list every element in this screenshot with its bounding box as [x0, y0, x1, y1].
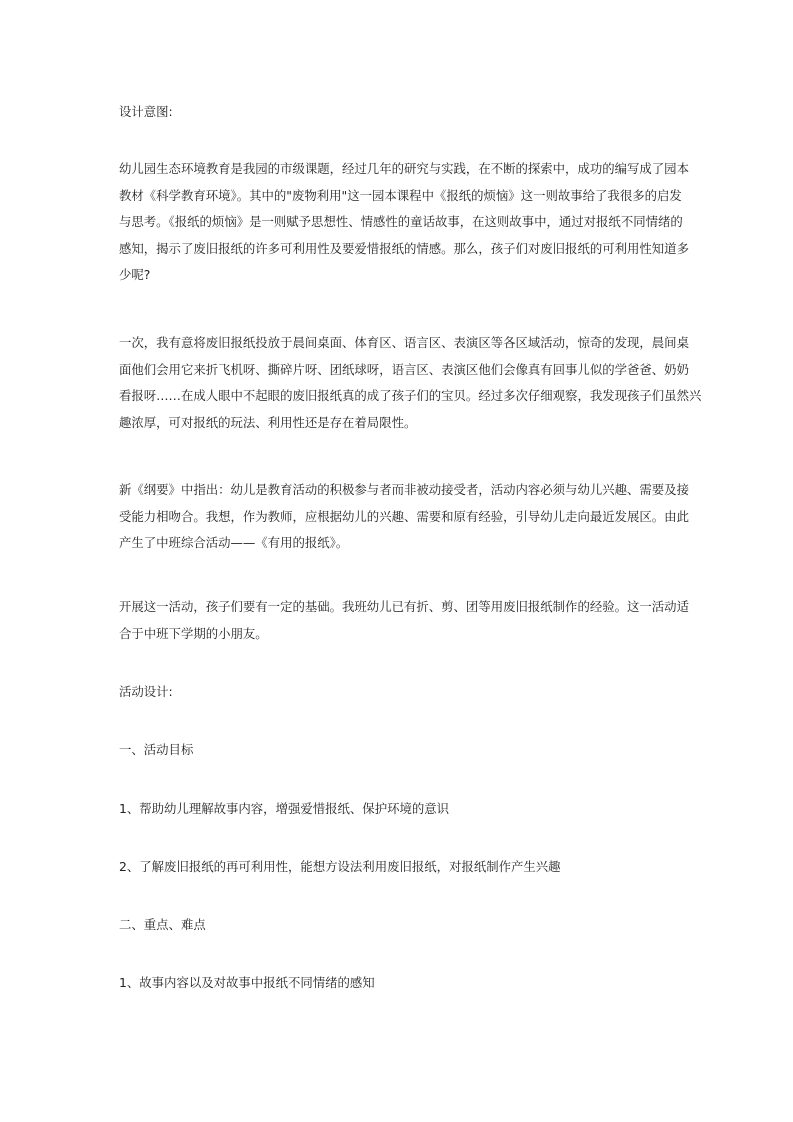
paragraph-line: 合于中班下学期的小朋友。	[119, 625, 268, 641]
key-point-item: 1、故事内容以及对故事中报纸不同情绪的感知	[119, 975, 375, 990]
paragraph-line: 趣浓厚，可对报纸的玩法、利用性还是存在着局限性。	[119, 414, 417, 430]
section-title-goals: 一、活动目标	[119, 742, 194, 757]
paragraph-line: 看报呀……在成人眼中不起眼的废旧报纸真的成了孩子们的宝贝。经过多次仔细观察，我发现孩子们虽然兴	[119, 388, 702, 403]
paragraph-line: 与思考。《报纸的烦恼》是一则赋予思想性、情感性的童话故事，在这则故事中，通过对报纸不同情绪的	[119, 214, 683, 229]
paragraph-line: 产生了中班综合活动——《有用的报纸》。	[119, 535, 349, 550]
paragraph-line: 感知，揭示了废旧报纸的许多可利用性及要爱惜报纸的情感。那么，孩子们对废旧报纸的可利用性知道多	[119, 240, 689, 256]
goal-item: 1、帮助幼儿理解故事内容，增强爱惜报纸、保护环境的意识	[119, 801, 450, 816]
paragraph-line: 一次，我有意将废旧报纸投放于晨间桌面、体育区、语言区、表演区等各区域活动，惊奇的发现，晨间桌	[119, 335, 689, 350]
paragraph-line: 新《纲要》中指出：幼儿是教育活动的积极参与者而非被动接受者，活动内容必须与幼儿兴趣、需要及接	[119, 482, 689, 497]
paragraph-line: 受能力相吻合。我想，作为教师，应根据幼儿的兴趣、需要和原有经验，引导幼儿走向最近发展区。由此	[119, 508, 689, 524]
heading-design-intent: 设计意图:	[119, 104, 173, 119]
paragraph-guideline	[119, 477, 689, 557]
goal-item: 2、了解废旧报纸的再可利用性，能想方设法利用废旧报纸，对报纸制作产生兴趣	[119, 859, 561, 874]
paragraph-intro	[119, 156, 689, 289]
paragraph-line: 教材《科学教育环境》。其中的"废物利用"这一园本课程中《报纸的烦恼》这一则故事给了我很多的启发	[119, 187, 682, 203]
paragraph-line: 幼儿园生态环境教育是我园的市级课题，经过几年的研究与实践，在不断的探索中，成功的编写成了园本	[119, 161, 689, 176]
paragraph-observation	[119, 330, 702, 436]
section-title-key-points: 二、重点、难点	[119, 917, 206, 932]
paragraph-basis	[119, 594, 689, 647]
paragraph-line: 开展这一活动，孩子们要有一定的基础。我班幼儿已有折、剪、团等用废旧报纸制作的经验。这一活动适	[119, 599, 689, 614]
paragraph-line: 面他们会用它来折飞机呀、撕碎片呀、团纸球呀，语言区、表演区他们会像真有回事儿似的学爸爸、奶奶	[119, 361, 689, 377]
paragraph-line: 少呢?	[119, 267, 151, 282]
heading-activity-design: 活动设计:	[119, 684, 173, 699]
